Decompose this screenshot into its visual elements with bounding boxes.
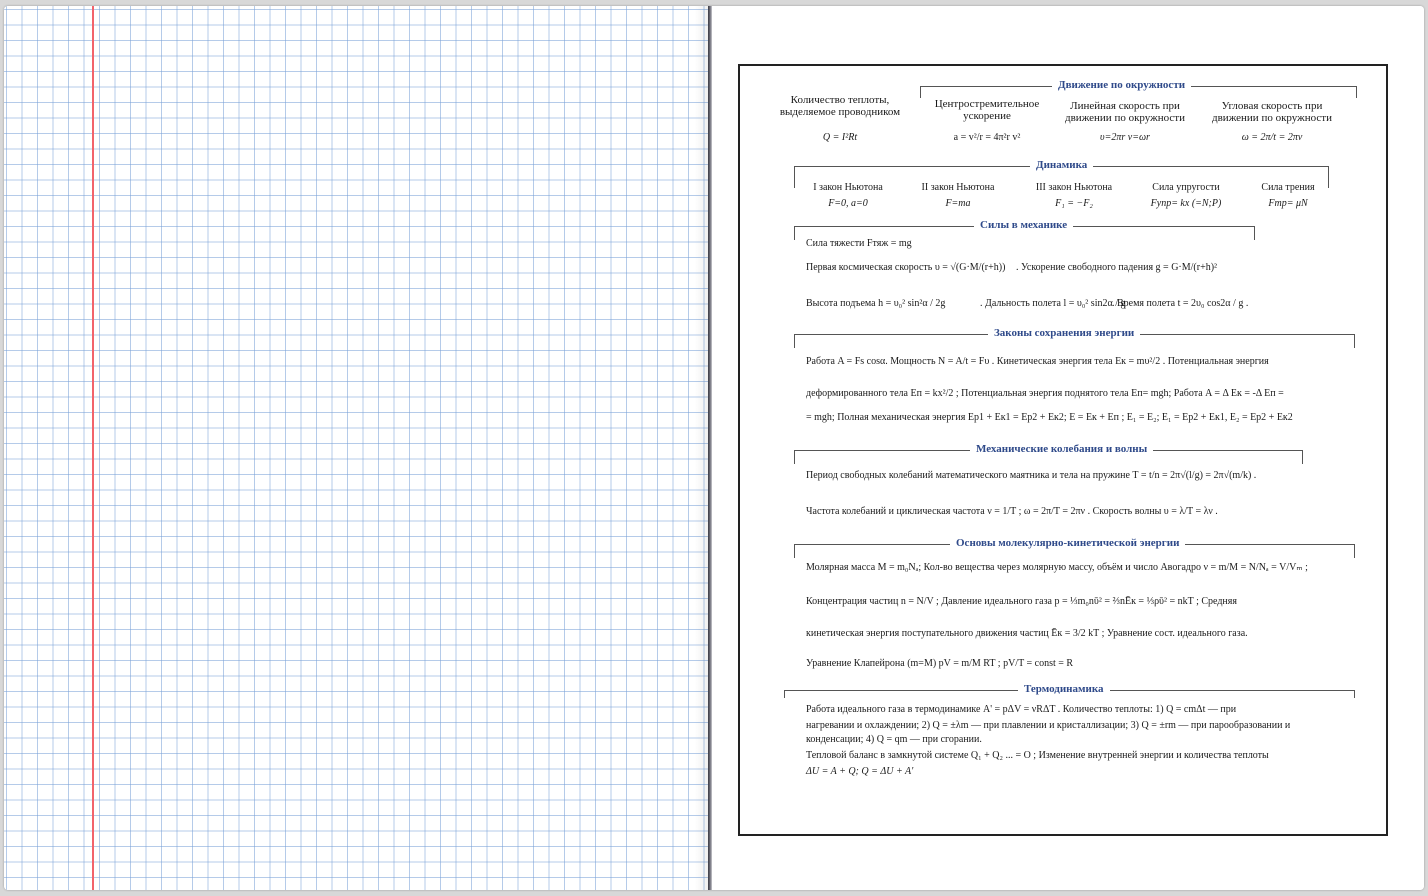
- elastic-label: Сила упругости: [1152, 182, 1220, 193]
- angular-speed-label: Угловая скорость при движении по окружности: [1212, 100, 1332, 124]
- oscillation-period: Период свободных колебаний математического маятника и тела на пружине T = t/n = 2π√(l/g) = 2π√(m/k) .: [806, 470, 1257, 481]
- margin-line: [92, 6, 94, 890]
- grid-page-left: [4, 6, 708, 890]
- thermo-line-5: ΔU = A + Q; Q = ΔU + A': [806, 766, 914, 777]
- law2-formula: F=ma: [945, 198, 971, 209]
- molecular-line-4: Уравнение Клапейрона (m=M) pV = m/M RT ; pV/T = const = R: [806, 658, 1074, 669]
- section-tick: [1302, 450, 1303, 464]
- molecular-line-1: Молярная масса M = m₀Nₐ; Кол-во вещества через молярную массу, объём и число Авогадро ν = m/M = N/Nₐ = V/Vₘ ;: [806, 562, 1308, 573]
- thermo-line-3: конденсации; 4) Q = qm — при сгорании.: [806, 734, 982, 745]
- section-tick: [1328, 166, 1329, 188]
- heat-formula: Q = I²Rt: [822, 132, 858, 143]
- linear-speed-formula: υ=2πr ν=ωr: [1100, 132, 1150, 143]
- physics-formula-sheet: [738, 64, 1388, 836]
- gravity-line: Сила тяжести Fтяж = mg: [806, 238, 912, 249]
- thermo-line-4: Тепловой баланс в замкнутой системе Q₁ + Q₂ ... = O ; Изменение внутренней энергии и количества теплоты: [806, 750, 1269, 761]
- centripetal-label: Центростремительное ускорение: [934, 98, 1040, 122]
- section-tick: [1254, 226, 1255, 240]
- section-tick: [1354, 334, 1355, 348]
- section-tick: [920, 86, 921, 98]
- law1-label: I закон Ньютона: [813, 182, 883, 193]
- energy-line-3: = mgh; Полная механическая энергия Eр1 + Eк1 = Eр2 + Eк2; E = Eк + Eп ; E₁ = E₂; E₁ = Eр2 + Eк1, E₂ = Eр2 + Eк2: [806, 412, 1293, 423]
- thermo-line-2: нагревании и охлаждении; 2) Q = ±λm — при плавлении и кристаллизации; 3) Q = ±rm — при парообразовании и: [806, 720, 1291, 731]
- energy-line-2: деформированного тела Eп = kx²/2 ; Потенциальная энергия поднятого тела Eп= mgh; Работа A = Δ Eк = -Δ Eп =: [806, 388, 1284, 399]
- law3-formula: F₁ = −F₂: [1055, 198, 1093, 209]
- section-title-oscillations: Механические колебания и волны: [970, 443, 1153, 455]
- linear-speed-label: Линейная скорость при движении по окружности: [1065, 100, 1185, 124]
- law2-label: II закон Ньютона: [921, 182, 995, 193]
- law1-formula: F=0, a=0: [828, 198, 868, 209]
- oscillation-frequency: Частота колебаний и циклическая частота ν = 1/T ; ω = 2π/T = 2πν . Скорость волны υ = λ/T = λν .: [806, 506, 1218, 517]
- cover-page-right: [712, 6, 1424, 890]
- notebook-spread: [4, 6, 1424, 890]
- section-title-circular-motion: Движение по окружности: [1052, 79, 1191, 91]
- section-tick: [794, 544, 795, 558]
- section-tick: [794, 334, 795, 348]
- section-tick: [1354, 690, 1355, 698]
- section-title-forces: Силы в механике: [974, 219, 1073, 231]
- section-tick: [1356, 86, 1357, 98]
- section-title-molecular: Основы молекулярно-кинетической энергии: [950, 537, 1185, 549]
- centripetal-formula: a = v²/r = 4π²r v²: [953, 132, 1021, 143]
- thermo-line-1: Работа идеального газа в термодинамике A' = pΔV = νRΔT . Количество теплоты: 1) Q = cmΔt — при: [806, 704, 1237, 715]
- elastic-formula: Fупр= kx (=N;P): [1150, 198, 1222, 209]
- molecular-line-2: Концентрация частиц n = N/V ; Давление идеального газа p = ⅓m₀nῡ² = ⅔nĒк = ⅓ρῡ² = nkT ; Средняя: [806, 596, 1237, 607]
- free-fall-acceleration: . Ускорение свободного падения g = G·M/(r+h)²: [1016, 262, 1218, 273]
- section-tick: [794, 226, 795, 240]
- section-title-energy: Законы сохранения энергии: [988, 327, 1140, 339]
- angular-speed-formula: ω = 2π/t = 2πν: [1241, 132, 1303, 143]
- flight-time: . Время полета t = 2υ₀ cos2α / g .: [1112, 298, 1249, 309]
- section-tick: [784, 690, 785, 698]
- section-tick: [1354, 544, 1355, 558]
- cosmic-speed: Первая космическая скорость υ = √(G·M/(r+h)): [806, 262, 1006, 273]
- heat-label: Количество теплоты, выделяемое проводником: [779, 94, 901, 118]
- friction-formula: Fтр= μN: [1268, 198, 1308, 209]
- friction-label: Сила трения: [1261, 182, 1315, 193]
- molecular-line-3: кинетическая энергия поступательного движения частиц Ēк = 3/2 kT ; Уравнение сост. идеального газа.: [806, 628, 1248, 639]
- section-title-thermodynamics: Термодинамика: [1018, 683, 1110, 695]
- flight-range: . Дальность полета l = υ₀² sin2α / g: [980, 298, 1126, 309]
- energy-line-1: Работа A = Fs cosα. Мощность N = A/t = Fυ . Кинетическая энергия тела Eк = mυ²/2 . Потенциальная энергия: [806, 356, 1269, 367]
- law3-label: III закон Ньютона: [1035, 182, 1113, 193]
- lift-height: Высота подъема h = υ₀² sin²α / 2g: [806, 298, 946, 309]
- section-title-dynamics: Динамика: [1030, 159, 1093, 171]
- spine-shadow: [694, 6, 708, 890]
- section-tick: [794, 450, 795, 464]
- section-tick: [794, 166, 795, 188]
